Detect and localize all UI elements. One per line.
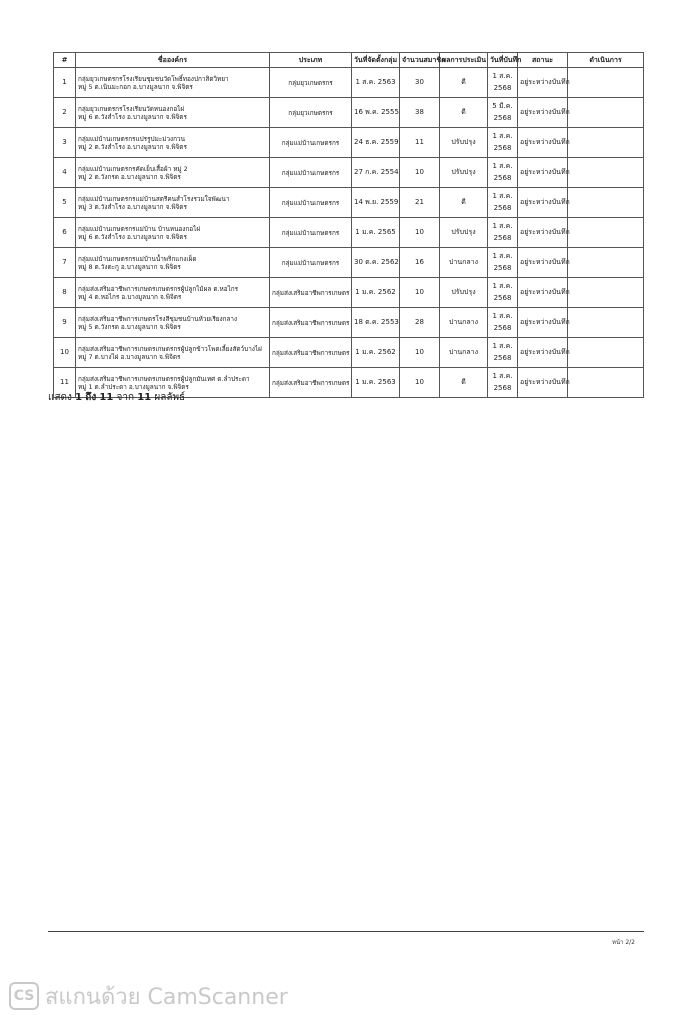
established-date: 1 ม.ค. 2563 xyxy=(352,368,400,398)
org-type: กลุ่มแม่บ้านเกษตรกร xyxy=(270,248,352,278)
org-name-cell xyxy=(76,158,270,188)
record-date-cell xyxy=(488,248,518,278)
org-type: กลุ่มแม่บ้านเกษตรกร xyxy=(270,128,352,158)
row-index: 4 xyxy=(54,158,76,188)
row-index: 7 xyxy=(54,248,76,278)
org-address: หมู่ 6 ต.วังสำโรง อ.บางมูลนาก จ.พิจิตร xyxy=(78,232,187,241)
evaluation-result: ดี xyxy=(440,188,488,218)
established-date: 30 ต.ค. 2562 xyxy=(352,248,400,278)
status-text: อยู่ระหว่างบันทึก xyxy=(518,68,568,98)
record-date-year: 2568 xyxy=(493,233,512,242)
camscanner-watermark xyxy=(9,981,288,1011)
org-address: หมู่ 5 ต.วังกรด อ.บางมูลนาก จ.พิจิตร xyxy=(78,322,181,331)
member-count: 30 xyxy=(400,68,440,98)
member-count: 10 xyxy=(400,368,440,398)
row-index: 10 xyxy=(54,338,76,368)
evaluation-result: ดี xyxy=(440,98,488,128)
status-text: อยู่ระหว่างบันทึก xyxy=(518,278,568,308)
org-type: กลุ่มแม่บ้านเกษตรกร xyxy=(270,158,352,188)
record-date-daymonth: 1 ส.ค. xyxy=(492,282,513,291)
header-member-count: จำนวนสมาชิก xyxy=(400,53,440,68)
header-evaluation: ผลการประเมิน xyxy=(440,53,488,68)
status-text: อยู่ระหว่างบันทึก xyxy=(518,308,568,338)
established-date: 1 ม.ค. 2562 xyxy=(352,278,400,308)
record-date-daymonth: 1 ส.ค. xyxy=(492,162,513,171)
summary-prefix: แสดง xyxy=(48,392,72,403)
actions-cell xyxy=(568,158,644,188)
record-date-daymonth: 1 ส.ค. xyxy=(492,252,513,261)
org-type: กลุ่มแม่บ้านเกษตรกร xyxy=(270,218,352,248)
org-name: กลุ่มแม่บ้านเกษตรกรแม่บ้านน้ำพริกแกงเผ็ด xyxy=(78,254,197,263)
status-text: อยู่ระหว่างบันทึก xyxy=(518,218,568,248)
header-index: # xyxy=(54,53,76,68)
table-body xyxy=(54,68,644,398)
org-name-cell xyxy=(76,188,270,218)
org-name: กลุ่มยุวเกษตรกรโรงเรียนวัดหนองกอไผ่ xyxy=(78,104,185,113)
row-index: 1 xyxy=(54,68,76,98)
summary-to-word: ถึง xyxy=(85,392,97,403)
org-name-cell xyxy=(76,98,270,128)
actions-cell xyxy=(568,248,644,278)
org-name: กลุ่มแม่บ้านเกษตรกรแม่บ้านสตรีคนสำโรงรวมใจพัฒนา xyxy=(78,194,230,203)
table-row xyxy=(54,338,644,368)
record-date-daymonth: 1 ส.ค. xyxy=(492,132,513,141)
summary-to: 11 xyxy=(99,392,114,403)
status-text: อยู่ระหว่างบันทึก xyxy=(518,158,568,188)
record-date-year: 2568 xyxy=(493,353,512,362)
record-date-year: 2568 xyxy=(493,293,512,302)
status-text: อยู่ระหว่างบันทึก xyxy=(518,248,568,278)
record-date-cell xyxy=(488,68,518,98)
table-row xyxy=(54,308,644,338)
member-count: 10 xyxy=(400,158,440,188)
summary-of-word: จาก xyxy=(116,392,135,403)
org-name: กลุ่มแม่บ้านเกษตรกรคัดเย็บเสื้อผ้า หมู่ 2 xyxy=(78,164,188,173)
record-date-year: 2568 xyxy=(493,323,512,332)
org-name: กลุ่มแม่บ้านเกษตรกรแม่บ้าน บ้านหนองกอไผ่ xyxy=(78,224,201,233)
table-row xyxy=(54,278,644,308)
record-date-daymonth: 1 ส.ค. xyxy=(492,312,513,321)
org-name-cell xyxy=(76,308,270,338)
org-type: กลุ่มยุวเกษตรกร xyxy=(270,98,352,128)
table-row xyxy=(54,98,644,128)
header-actions: ดำเนินการ xyxy=(568,53,644,68)
status-text: อยู่ระหว่างบันทึก xyxy=(518,98,568,128)
org-type: กลุ่มส่งเสริมอาชีพการเกษตร xyxy=(270,368,352,398)
summary-from: 1 xyxy=(75,392,83,403)
row-index: 5 xyxy=(54,188,76,218)
member-count: 21 xyxy=(400,188,440,218)
record-date-cell xyxy=(488,278,518,308)
actions-cell xyxy=(568,308,644,338)
org-address: หมู่ 4 ต.หอไกร อ.บางมูลนาก จ.พิจิตร xyxy=(78,292,182,301)
org-address: หมู่ 7 ต.บางไผ่ อ.บางมูลนาก จ.พิจิตร xyxy=(78,352,181,361)
record-date-cell xyxy=(488,218,518,248)
record-date-year: 2568 xyxy=(493,113,512,122)
record-date-year: 2568 xyxy=(493,203,512,212)
actions-cell xyxy=(568,128,644,158)
org-address: หมู่ 2 ต.วังสำโรง อ.บางมูลนาก จ.พิจิตร xyxy=(78,142,187,151)
status-text: อยู่ระหว่างบันทึก xyxy=(518,338,568,368)
org-address: หมู่ 8 ต.วังตะกู อ.บางมูลนาก จ.พิจิตร xyxy=(78,262,181,271)
org-name-cell xyxy=(76,68,270,98)
table-row xyxy=(54,248,644,278)
org-type: กลุ่มส่งเสริมอาชีพการเกษตร xyxy=(270,278,352,308)
evaluation-result: ปรับปรุง xyxy=(440,218,488,248)
member-count: 38 xyxy=(400,98,440,128)
established-date: 27 ก.ค. 2554 xyxy=(352,158,400,188)
org-address: หมู่ 3 ต.วังสำโรง อ.บางมูลนาก จ.พิจิตร xyxy=(78,202,187,211)
row-index: 11 xyxy=(54,368,76,398)
organizations-table xyxy=(53,52,644,398)
record-date-daymonth: 1 ส.ค. xyxy=(492,342,513,351)
row-index: 9 xyxy=(54,308,76,338)
established-date: 16 พ.ค. 2555 xyxy=(352,98,400,128)
table-row xyxy=(54,128,644,158)
header-type: ประเภท xyxy=(270,53,352,68)
evaluation-result: ปานกลาง xyxy=(440,308,488,338)
established-date: 1 ม.ค. 2562 xyxy=(352,338,400,368)
org-type: กลุ่มยุวเกษตรกร xyxy=(270,68,352,98)
org-name: กลุ่มส่งเสริมอาชีพการเกษตรเกษตรกรผู้ปลูกไม้ผล ต.หอไกร xyxy=(78,284,239,293)
actions-cell xyxy=(568,188,644,218)
org-address: หมู่ 1 ต.ลำประดา อ.บางมูลนาก จ.พิจิตร xyxy=(78,382,189,391)
org-type: กลุ่มแม่บ้านเกษตรกร xyxy=(270,188,352,218)
member-count: 10 xyxy=(400,218,440,248)
table-row xyxy=(54,188,644,218)
org-name: กลุ่มส่งเสริมอาชีพการเกษตรเกษตรกรผู้ปลูกข้าวโพดเลี้ยงสัตว์บางไผ่ xyxy=(78,344,262,353)
record-date-daymonth: 1 ส.ค. xyxy=(492,72,513,81)
org-type: กลุ่มส่งเสริมอาชีพการเกษตร xyxy=(270,338,352,368)
record-date-cell xyxy=(488,338,518,368)
status-text: อยู่ระหว่างบันทึก xyxy=(518,128,568,158)
status-text: อยู่ระหว่างบันทึก xyxy=(518,368,568,398)
established-date: 24 ธ.ค. 2559 xyxy=(352,128,400,158)
actions-cell xyxy=(568,278,644,308)
row-index: 8 xyxy=(54,278,76,308)
org-name-cell xyxy=(76,338,270,368)
actions-cell xyxy=(568,368,644,398)
record-date-cell xyxy=(488,368,518,398)
footer-divider xyxy=(48,931,644,932)
established-date: 14 พ.ย. 2559 xyxy=(352,188,400,218)
watermark-text: สแกนด้วย CamScanner xyxy=(45,984,288,1010)
org-address: หมู่ 5 ต.เนินมะกอก อ.บางมูลนาก จ.พิจิตร xyxy=(78,82,193,91)
summary-suffix: ผลลัพธ์ xyxy=(154,392,186,403)
actions-cell xyxy=(568,218,644,248)
record-date-cell xyxy=(488,98,518,128)
org-name: กลุ่มส่งเสริมอาชีพการเกษตรโรงสีชุมชนบ้านห้วยเรียงกลาง xyxy=(78,314,238,323)
org-name-cell xyxy=(76,278,270,308)
org-name-cell xyxy=(76,218,270,248)
evaluation-result: ดี xyxy=(440,368,488,398)
record-date-year: 2568 xyxy=(493,383,512,392)
header-record-date: วันที่บันทึก xyxy=(488,53,518,68)
record-date-cell xyxy=(488,308,518,338)
status-text: อยู่ระหว่างบันทึก xyxy=(518,188,568,218)
record-date-year: 2568 xyxy=(493,173,512,182)
record-date-daymonth: 1 ส.ค. xyxy=(492,192,513,201)
record-date-daymonth: 1 ส.ค. xyxy=(492,372,513,381)
header-org-name: ชื่อองค์กร xyxy=(76,53,270,68)
table-row xyxy=(54,68,644,98)
actions-cell xyxy=(568,68,644,98)
header-established-date: วันที่จัดตั้งกลุ่ม xyxy=(352,53,400,68)
table-row xyxy=(54,158,644,188)
record-date-year: 2568 xyxy=(493,83,512,92)
actions-cell xyxy=(568,98,644,128)
table-row xyxy=(54,218,644,248)
evaluation-result: ปรับปรุง xyxy=(440,158,488,188)
evaluation-result: ปานกลาง xyxy=(440,248,488,278)
member-count: 10 xyxy=(400,338,440,368)
org-name: กลุ่มแม่บ้านเกษตรกรแปรรูปมะม่วงกวน xyxy=(78,134,185,143)
record-date-year: 2568 xyxy=(493,143,512,152)
org-name: กลุ่มส่งเสริมอาชีพการเกษตรเกษตรกรผู้ปลูกมันเทศ ต.ลำประดา xyxy=(78,374,250,383)
member-count: 11 xyxy=(400,128,440,158)
row-index: 3 xyxy=(54,128,76,158)
record-date-cell xyxy=(488,188,518,218)
record-date-daymonth: 1 ส.ค. xyxy=(492,222,513,231)
org-name-cell xyxy=(76,128,270,158)
org-address: หมู่ 2 ต.วังกรด อ.บางมูลนาก จ.พิจิตร xyxy=(78,172,181,181)
summary-total: 11 xyxy=(137,392,152,403)
evaluation-result: ดี xyxy=(440,68,488,98)
org-address: หมู่ 6 ต.วังสำโรง อ.บางมูลนาก จ.พิจิตร xyxy=(78,112,187,121)
row-index: 6 xyxy=(54,218,76,248)
established-date: 1 ส.ค. 2563 xyxy=(352,68,400,98)
established-date: 18 ต.ค. 2553 xyxy=(352,308,400,338)
member-count: 28 xyxy=(400,308,440,338)
member-count: 16 xyxy=(400,248,440,278)
results-summary xyxy=(48,390,185,405)
evaluation-result: ปานกลาง xyxy=(440,338,488,368)
header-status: สถานะ xyxy=(518,53,568,68)
camscanner-logo-icon: CS xyxy=(9,982,39,1010)
evaluation-result: ปรับปรุง xyxy=(440,128,488,158)
record-date-year: 2568 xyxy=(493,263,512,272)
member-count: 10 xyxy=(400,278,440,308)
org-name-cell xyxy=(76,248,270,278)
record-date-daymonth: 5 มี.ค. xyxy=(492,102,513,111)
page-number: หน้า 2/2 xyxy=(612,939,635,946)
org-name: กลุ่มยุวเกษตรกรโรงเรียนชุมชนวัดโพธิ์ทองปกาสิตวิทยา xyxy=(78,74,229,83)
established-date: 1 ม.ค. 2565 xyxy=(352,218,400,248)
row-index: 2 xyxy=(54,98,76,128)
evaluation-result: ปรับปรุง xyxy=(440,278,488,308)
actions-cell xyxy=(568,338,644,368)
table-header-row xyxy=(54,53,644,68)
record-date-cell xyxy=(488,128,518,158)
record-date-cell xyxy=(488,158,518,188)
org-type: กลุ่มส่งเสริมอาชีพการเกษตร xyxy=(270,308,352,338)
